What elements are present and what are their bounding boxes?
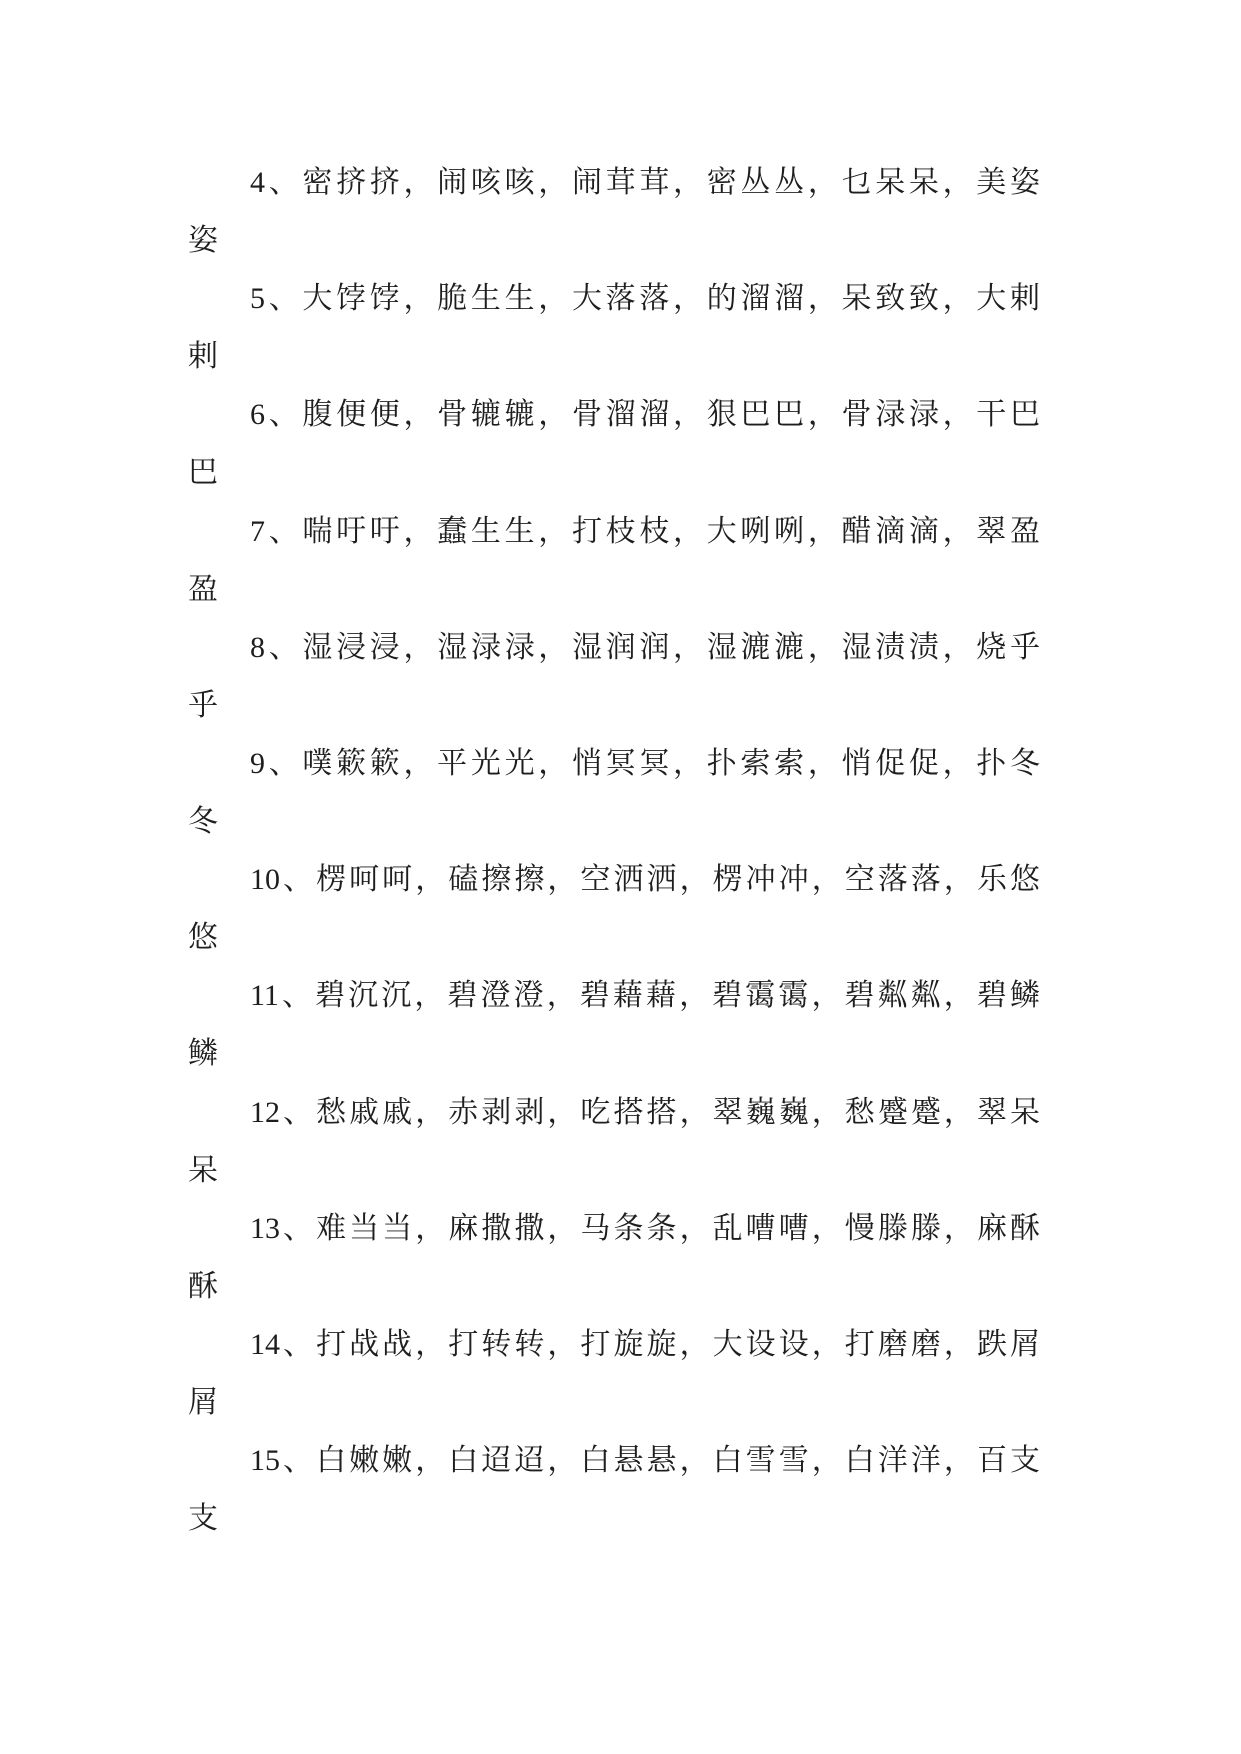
list-item [188,503,1040,619]
list-item [188,851,1040,967]
item-line-continuation: 呆 [188,1153,218,1187]
list-item [188,270,1040,386]
list-item [188,154,1040,270]
list-item [188,619,1040,735]
item-line-continuation: 悠 [188,921,218,955]
item-line-continuation: 冬 [188,805,218,839]
item-line-continuation: 酥 [188,1269,218,1303]
item-line-continuation: 鳞 [188,1037,218,1071]
list-item [188,1084,1040,1200]
item-line-continuation: 剌 [188,340,218,374]
item-line-first: 13、难当当，麻撒撒，马条条，乱嘈嘈，慢滕滕，麻酥 [250,1211,1040,1245]
list-item [188,1432,1040,1548]
item-line-continuation: 盈 [188,572,218,606]
item-line-first: 4、密挤挤，闹咳咳，闹茸茸，密丛丛，乜呆呆，美姿 [250,166,1040,199]
item-line-first: 14、打战战，打转转，打旋旋，大设设，打磨磨，跌屑 [250,1327,1040,1361]
item-line-first: 5、大饽饽，脆生生，大落落，的溜溜，呆致致，大剌 [250,282,1040,316]
item-line-continuation: 姿 [188,224,218,258]
list-item [188,735,1040,851]
item-line-first: 10、楞呵呵，磕擦擦，空洒洒，楞冲冲，空落落，乐悠 [250,863,1040,897]
item-line-first: 15、白嫩嫩，白迢迢，白悬悬，白雪雪，白洋洋，百支 [250,1444,1040,1478]
list-item [188,386,1040,502]
item-line-first: 8、湿浸浸，湿渌渌，湿润润，湿漉漉，湿渍渍，烧乎 [250,630,1040,664]
item-line-first: 9、噗簌簌，平光光，悄冥冥，扑索索，悄促促，扑冬 [250,746,1040,780]
list-item [188,967,1040,1083]
item-line-first: 11、碧沉沉，碧澄澄，碧藉藉，碧霭霭，碧粼粼，碧鳞 [250,979,1040,1013]
item-line-first: 6、腹便便，骨辘辘，骨溜溜，狠巴巴，骨渌渌，干巴 [250,398,1040,432]
item-line-continuation: 巴 [188,456,218,490]
list-item [188,1200,1040,1316]
item-line-continuation: 屑 [188,1385,218,1419]
list-item [188,1316,1040,1432]
item-line-continuation: 乎 [188,688,218,722]
word-list [188,154,1040,1548]
item-line-continuation: 支 [188,1502,218,1536]
item-line-first: 12、愁戚戚，赤剥剥，吃搭搭，翠巍巍，愁蹙蹙，翠呆 [250,1095,1040,1129]
item-line-first: 7、喘吁吁，蠢生生，打枝枝，大咧咧，醋滴滴，翠盈 [250,514,1040,548]
